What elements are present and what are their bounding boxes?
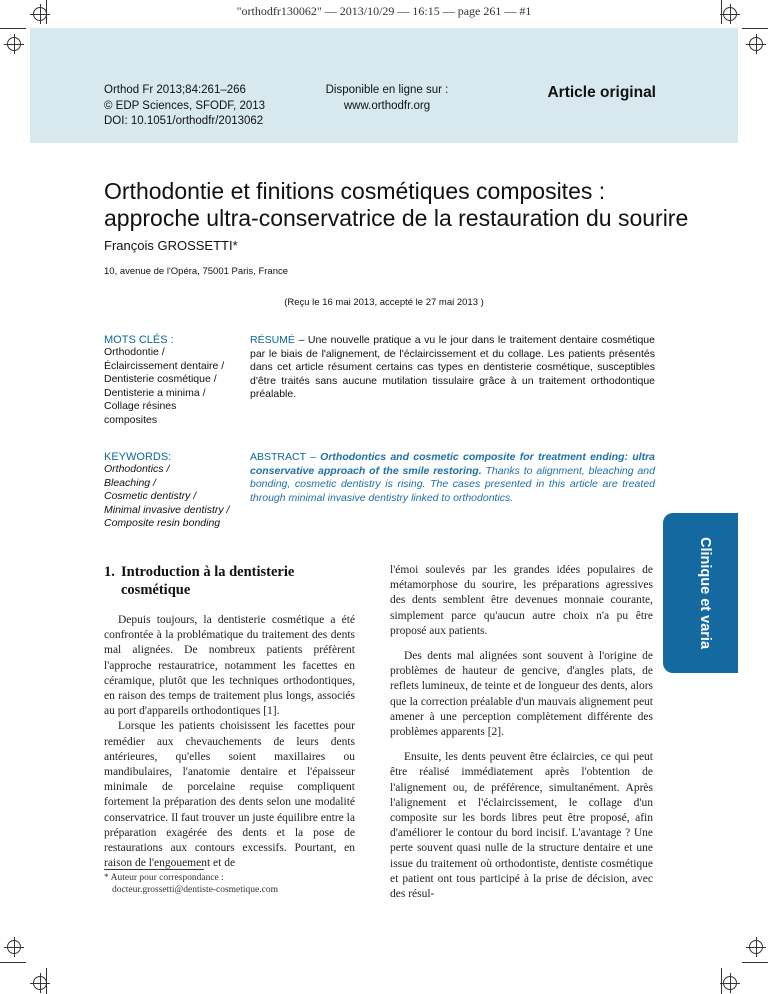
- body-paragraph: Depuis toujours, la dentisterie cosmétique a été confrontée à la problématique du traitement des dents mal alignées. De nombreux patients préfèrent l'approche restauratrice, notamment les facettes en céramique, plutôt que les techniques orthodontiques, en raison des temps de traitement plus longs, associés au port d'appareils orthodontiques [1].: [104, 614, 355, 718]
- keyword-item: Éclaircissement dentaire /: [104, 359, 225, 372]
- resume-lead: RÉSUMÉ: [250, 334, 295, 346]
- keyword-item: Collage résines: [104, 400, 177, 412]
- footnote-rule: [104, 869, 204, 870]
- resume-text: – Une nouvelle pratique a vu le jour dans le traitement dentaire cosmétique par le biais de l'alignement, de l'éclaircissement et du collage. Les patients présentés dans cet article résument certains cas types en dentisterie cosmétique, susceptibles d'être traités sans aucune mutilation tissulaire grâce à un traitement orthodontique préalable.: [250, 334, 655, 400]
- keyword-item: composites: [104, 413, 158, 426]
- body-paragraph: Des dents mal alignées sont souvent à l'origine de problèmes de hauteur de gencive, d'angles plats, de reflets lumineux, de teinte et de longueur des dents, alors que la correction préalable d'un mauvais alignement peut amener à une perception complètement différente des problèmes apparents [2].: [390, 650, 653, 739]
- abstract-lead: ABSTRACT –: [250, 451, 316, 463]
- journal-website-link[interactable]: www.orthodfr.org: [343, 99, 431, 112]
- abstract-title: Orthodontics and cosmetic composite for treatment ending: ultra conservative approach of the smile restoring.: [250, 451, 655, 477]
- keyword-item: Minimal invasive dentistry /: [104, 503, 230, 516]
- keywords-en-heading: KEYWORDS:: [104, 451, 172, 463]
- crop-line: [742, 28, 768, 29]
- keyword-item: Orthodontie /: [104, 346, 165, 358]
- resume-paragraph: [250, 334, 655, 402]
- crop-line: [0, 962, 26, 963]
- registration-mark-left-lower: [7, 940, 21, 954]
- body-paragraph: Ensuite, les dents peuvent être éclaircies, ce qui peut être réalisé immédiatement après l'obtention de l'alignement ou, de préférence, simultanément. Après l'alignement et l'éclaircissement, le collage d'un composite sur les bords libres peut être proposé, afin d'améliorer le contour du bord incisif. L'avantage ? Une perte souvent quasi nulle de la structure dentaire et une issue du traitement où orthodontiste, dentiste cosmétique et patient ont tous participé à la prise de décision, avec des résul-: [390, 751, 653, 901]
- journal-citation: Orthod Fr 2013;84:261–266: [104, 84, 246, 96]
- keywords-fr: [104, 334, 244, 427]
- registration-mark-left-upper: [7, 37, 21, 51]
- body-column-right: [390, 563, 653, 902]
- journal-reference: [104, 83, 265, 130]
- section-number: 1.: [104, 564, 115, 580]
- body-column-left: [104, 613, 355, 871]
- doi-line: DOI: 10.1051/orthodfr/2013062: [104, 115, 264, 127]
- received-dates: (Reçu le 16 mai 2013, accepté le 27 mai 2013 ): [284, 297, 484, 308]
- body-paragraph: l'émoi soulevés par les grandes idées populaires de métamorphose du sourire, les préparations agressives des dents semblent être devenues monnaie courante, simplement parce qu'aucun autre choix n'a pu être proposé aux patients.: [390, 564, 653, 637]
- side-tab-label: Clinique et varia: [697, 537, 713, 650]
- abstract-text: Thanks to alignment, bleaching and bonding, cosmetic dentistry is rising. The cases presented in this article are treated through minimal invasive dentistry linked to orthodontics.: [250, 464, 655, 504]
- crop-line: [721, 968, 722, 994]
- keyword-item: Composite resin bonding: [104, 517, 221, 529]
- abstract-paragraph: [250, 451, 655, 505]
- article-title-line: approche ultra-conservatrice de la restauration du sourire: [104, 205, 689, 231]
- crop-line: [742, 962, 768, 963]
- body-paragraph: Lorsque les patients choisissent les facettes pour remédier aux chevauchements de leurs dents antérieures, qu'elles soient maxillaires ou mandibulaires, l'anatomie dentaire et l'épaisseur minimale de porcelaine requise compliquent fortement la préparation des dents selon une modalité conservatrice. Il faut trouver un juste équilibre entre la préparation exagérée des dents et la pose de restaurations aux contours excessifs. Pourtant, en raison de l'engouement et de: [104, 720, 355, 870]
- corresponding-email-link[interactable]: docteur.grossetti@dentiste-cosmetique.com: [112, 885, 278, 895]
- keywords-en-list: [104, 463, 244, 531]
- copyright-line: © EDP Sciences, SFODF, 2013: [104, 99, 266, 112]
- keyword-item: Bleaching /: [104, 476, 156, 489]
- keywords-fr-heading: MOTS CLÉS :: [104, 334, 174, 346]
- footnote-label: * Auteur pour correspondance :: [104, 873, 224, 883]
- registration-mark-bottom-right: [723, 976, 737, 990]
- section-title-line: Introduction à la dentisterie: [121, 564, 295, 580]
- keyword-item: Dentisterie cosmétique /: [104, 373, 217, 385]
- section-title-line: cosmétique: [121, 582, 191, 598]
- article-type-label: Article original: [547, 84, 656, 101]
- keywords-fr-list: [104, 346, 244, 427]
- footnote: [104, 872, 364, 896]
- keyword-item: Cosmetic dentistry /: [104, 490, 197, 502]
- availability-notice: [312, 83, 462, 114]
- article-title: [104, 178, 704, 232]
- print-slug: "orthodfr130062" — 2013/10/29 — 16:15 — page 261 — #1: [236, 4, 532, 18]
- crop-line: [46, 968, 47, 994]
- author-name: François GROSSETTI*: [104, 238, 238, 253]
- availability-label: Disponible en ligne sur :: [325, 84, 449, 96]
- keyword-item: Dentisterie a minima /: [104, 386, 206, 399]
- registration-mark-bottom-left: [33, 976, 47, 990]
- keyword-item: Orthodontics /: [104, 463, 170, 475]
- section-heading: [104, 563, 344, 599]
- section-side-tab: [663, 513, 738, 673]
- article-title-line: Orthodontie et finitions cosmétiques composites :: [104, 178, 606, 204]
- crop-line: [0, 28, 26, 29]
- keywords-en: [104, 451, 244, 531]
- registration-mark-right-upper: [749, 37, 763, 51]
- registration-mark-right-lower: [749, 940, 763, 954]
- author-address: 10, avenue de l'Opéra, 75001 Paris, France: [104, 266, 289, 277]
